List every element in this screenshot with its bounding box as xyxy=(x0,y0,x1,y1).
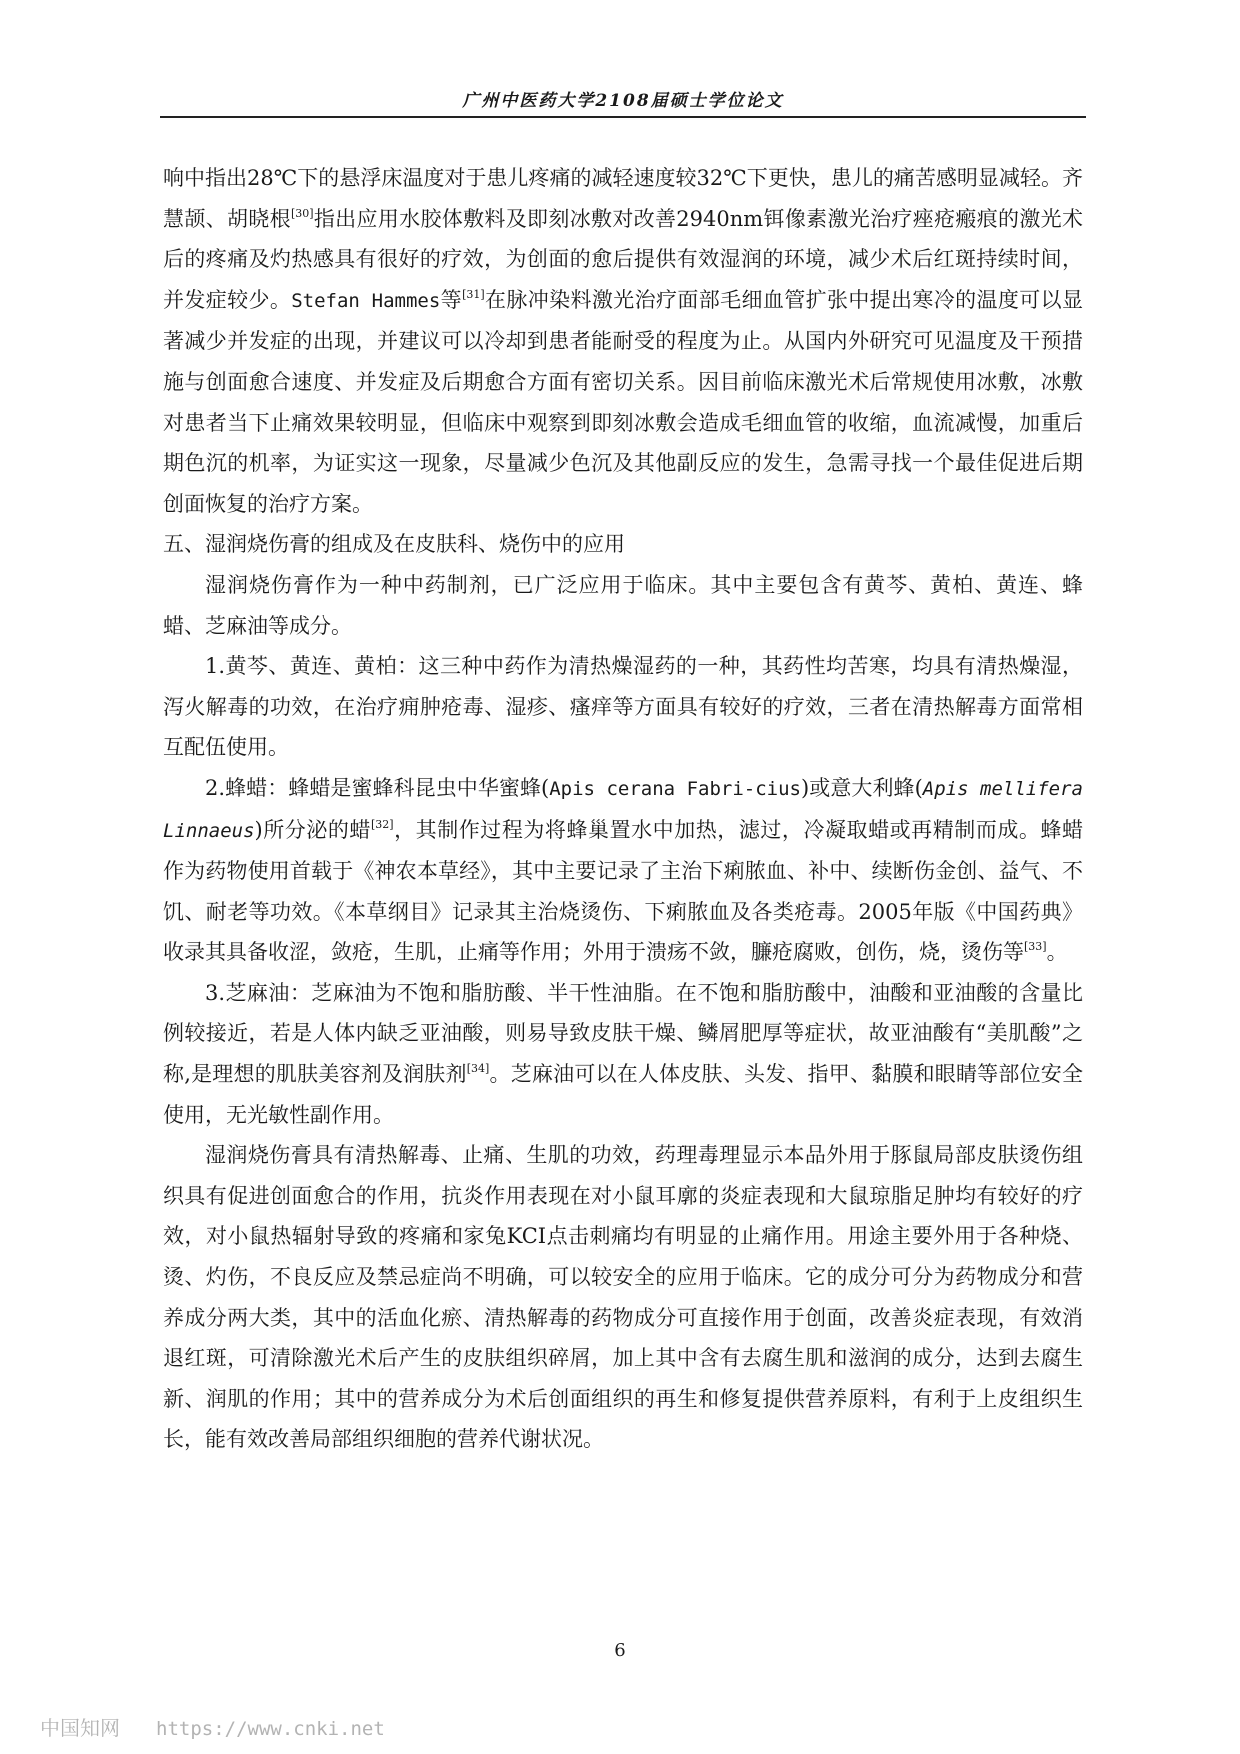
text-run: ，其制作过程为将蜂巢置水中加热，滤过，冷凝取蜡或再精制而成。蜂蜡作为药物使用首载于《神农本草经》，其中主要记录了主治下痢脓血、补中、续断伤金创、益气、不饥、耐老等功效。《本草纲目》记录其主治烧烫伤、下痢脓血及各类疮毒。2005年版《中国药典》收录其具备收涩，敛疮，生肌，止痛等作用；外用于溃疡不敛，臁疮腐败，创伤，烧，烫伤等 xyxy=(163,817,1083,965)
species-name: Apis mellifera Linnaeus xyxy=(163,777,1083,842)
text-run: )所分泌的蜡 xyxy=(254,817,371,842)
text-run: 指出应用水胶体敷料及即刻冰敷对改善2940nm铒像素激光治疗痤疮瘢痕的激光术后的疼痛及灼热感具有很好的疗效，为创面的愈后提供有效湿润的环境，减少术后红斑持续时间，并发症较少。 xyxy=(163,206,1083,312)
paragraph-2: 湿润烧伤膏作为一种中药制剂，已广泛应用于临床。其中主要包含有黄芩、黄柏、黄连、蜂蜡、芝麻油等成分。 xyxy=(163,572,1083,638)
citation-31: [31] xyxy=(462,287,485,301)
author-name: Stefan Hammes xyxy=(291,289,441,312)
text-run: 。 xyxy=(1046,940,1068,965)
text-run: 。芝麻油可以在人体皮肤、头发、指甲、黏膜和眼睛等部位安全使用，无光敏性副作用。 xyxy=(163,1062,1083,1127)
text-run: 等 xyxy=(440,287,463,312)
citation-34: [34] xyxy=(466,1062,490,1076)
watermark-brand: 中国知网 xyxy=(40,1716,120,1740)
citation-33: [33] xyxy=(1024,940,1047,954)
running-header: 广州中医药大学2108届硕士学位论文 xyxy=(462,91,784,111)
header-rule xyxy=(160,116,1086,118)
citation-32: [32] xyxy=(370,817,394,831)
text-run: 3.芝麻油：芝麻油为不饱和脂肪酸、半干性油脂。在不饱和脂肪酸中，油酸和亚油酸的含量比例较接近，若是人体内缺乏亚油酸，则易导致皮肤干燥、鳞屑肥厚等症状，故亚油酸有“美肌酸”之称,是理想的肌肤美容剂及润肤剂 xyxy=(163,980,1083,1087)
page-number: 6 xyxy=(614,1640,626,1661)
citation-30: [30] xyxy=(290,206,314,220)
text-run: 在脉冲染料激光治疗面部毛细血管扩张中提出寒冷的温度可以显著减少并发症的出现，并建议可以冷却到患者能耐受的程度为止。从国内外研究可见温度及干预措施与创面愈合速度、并发症及后期愈合方面有密切关系。因目前临床激光术后常规使用冰敷，冰敷对患者当下止痛效果较明显，但临床中观察到即刻冰敷会造成毛细血管的收缩，血流减慢，加重后期色沉的机率，为证实这一现象，尽量减少色沉及其他副反应的发生，急需寻找一个最佳促进后期创面恢复的治疗方案。 xyxy=(163,287,1084,516)
paragraph-5 xyxy=(163,973,1083,1135)
watermark-url: https://www.cnki.net xyxy=(156,1718,385,1740)
section-heading-5: 五、湿润烧伤膏的组成及在皮肤科、烧伤中的应用 xyxy=(163,532,625,557)
species-name: Apis cerana Fabri-cius xyxy=(549,777,801,800)
text-run: 2.蜂蜡：蜂蜡是蜜蜂科昆虫中华蜜蜂( xyxy=(205,775,550,800)
paragraph-3: 1.黄芩、黄连、黄柏：这三种中药作为清热燥湿药的一种，其药性均苦寒，均具有清热燥湿，泻火解毒的功效，在治疗痈肿疮毒、湿疹、瘙痒等方面具有较好的疗效，三者在清热解毒方面常相互配伍使用。 xyxy=(163,654,1083,760)
paragraph-6: 湿润烧伤膏具有清热解毒、止痛、生肌的功效，药理毒理显示本品外用于豚鼠局部皮肤烫伤组织具有促进创面愈合的作用，抗炎作用表现在对小鼠耳廓的炎症表现和大鼠琼脂足肿均有较好的疗效，对小鼠热辐射导致的疼痛和家兔KCI点击刺痛均有明显的止痛作用。用途主要外用于各种烧、烫、灼伤，不良反应及禁忌症尚不明确，可以较安全的应用于临床。它的成分可分为药物成分和营养成分两大类，其中的活血化瘀、清热解毒的药物成分可直接作用于创面，改善炎症表现，有效消退红斑，可清除激光术后产生的皮肤组织碎屑，加上其中含有去腐生肌和滋润的成分，达到去腐生新、润肌的作用；其中的营养成分为术后创面组织的再生和修复提供营养原料，有利于上皮组织生长，能有效改善局部组织细胞的营养代谢状况。 xyxy=(163,1143,1083,1452)
text-run: )或意大利蜂( xyxy=(801,775,923,800)
cnki-watermark xyxy=(40,1712,385,1741)
paragraph-4 xyxy=(163,768,1083,973)
body-text xyxy=(163,158,1083,1460)
paragraph-1 xyxy=(163,158,1083,524)
text-run: 响中指出28℃下的悬浮床温度对于患儿疼痛的减轻速度较32℃下更快，患儿的痛苦感明显减轻。齐慧颉、胡晓根 xyxy=(163,166,1083,231)
